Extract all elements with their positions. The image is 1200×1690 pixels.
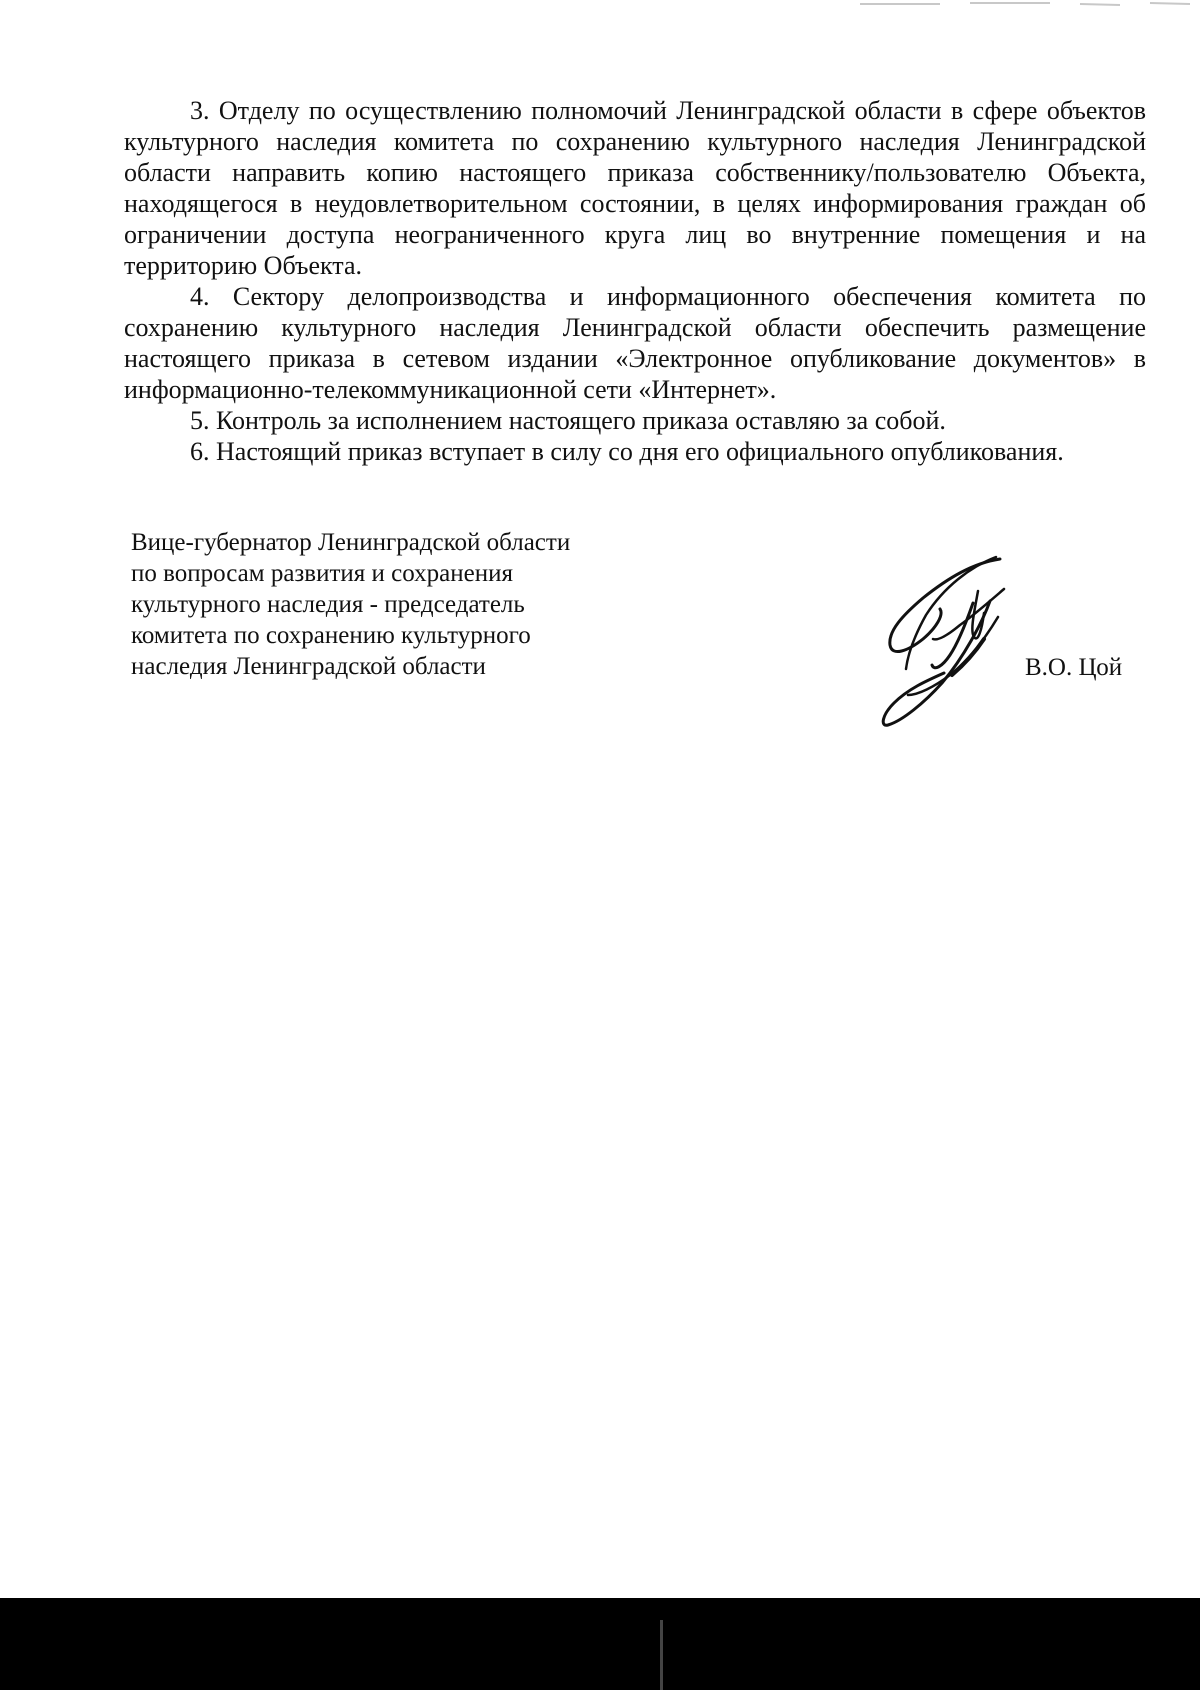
paragraph-6: 6. Настоящий приказ вступает в силу со дня его официального опубликования. [190,437,1064,466]
signer-title-line: Вице-губернатор Ленинградской области [131,529,571,556]
scan-border-bottom [0,1598,1200,1690]
signer-title-line: культурного наследия - председатель [131,591,525,618]
scan-artifact-top [820,0,1200,8]
paragraph-5: 5. Контроль за исполнением настоящего приказа оставляю за собой. [190,406,946,435]
paragraph-4: 4. Сектору делопроизводства и информационного обеспечения комитета по сохранению культурного наследия Ленинградской области обеспечить размещение настоящего приказа в сетевом издании «Электронное опубликование документов» в информационно-телекоммуникационной сети «Интернет». [124,282,1146,404]
signer-name: В.О. Цой [1025,654,1123,681]
signer-title-line: наследия Ленинградской области [131,653,486,680]
signer-title-line: комитета по сохранению культурного [131,622,531,649]
document-body [124,95,1146,467]
scan-border-divider [660,1620,663,1690]
signature-icon [878,553,1028,728]
signer-title-line: по вопросам развития и сохранения [131,560,513,587]
signer-title [131,527,691,682]
paragraph-3: 3. Отделу по осуществлению полномочий Ленинградской области в сфере объектов культурного наследия комитета по сохранению культурного наследия Ленинградской области направить копию настоящего приказа собственнику/пользователю Объекта, находящегося в неудовлетворительном состоянии, в целях информирования граждан об ограничении доступа неограниченного круга лиц во внутренние помещения и на территорию Объекта. [124,96,1146,280]
